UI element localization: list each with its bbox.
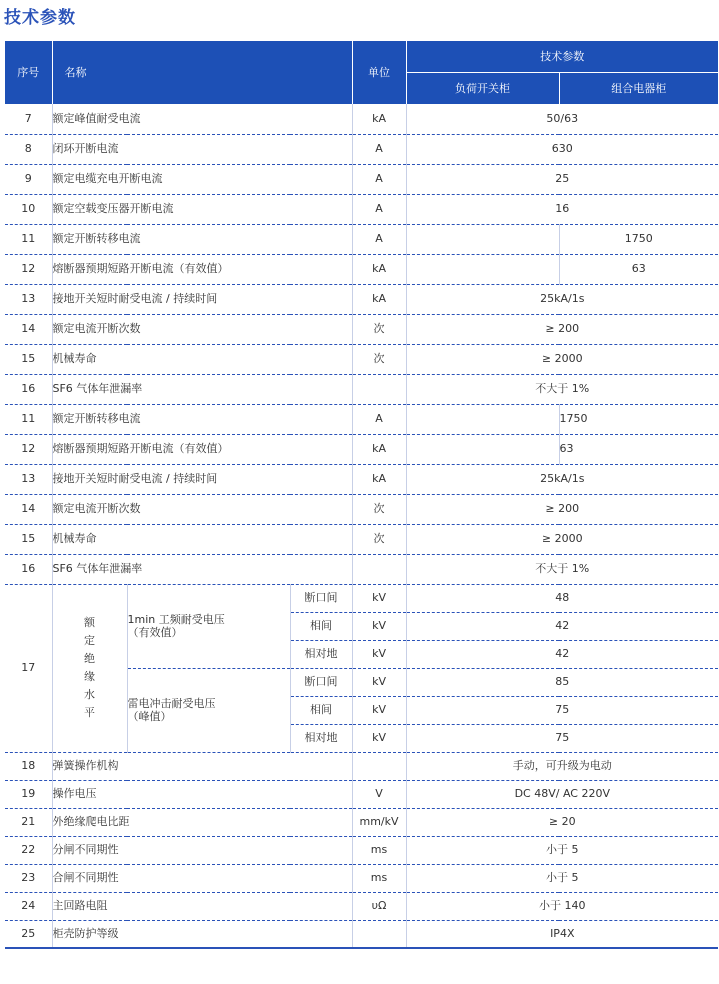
row-unit: kV — [352, 612, 406, 640]
row-name: 合闸不同期性 — [52, 864, 352, 892]
lightning-impulse-group — [127, 668, 290, 752]
insulation-char: 缘 — [84, 670, 95, 683]
row-value-b: 1750 — [559, 404, 718, 434]
row-seq: 22 — [5, 836, 52, 864]
table-row — [5, 344, 718, 374]
row-name: 主回路电阻 — [52, 892, 352, 920]
row-unit: ms — [352, 836, 406, 864]
row-value: 不大于 1% — [406, 554, 718, 584]
table-row — [5, 284, 718, 314]
row-value-a — [406, 254, 559, 284]
row-seq: 19 — [5, 780, 52, 808]
row-seq: 7 — [5, 104, 52, 134]
row-seq: 14 — [5, 494, 52, 524]
row-value: 630 — [406, 134, 718, 164]
table-row — [5, 864, 718, 892]
row-seq: 16 — [5, 554, 52, 584]
row-value: 25 — [406, 164, 718, 194]
sub-item: 相间 — [290, 696, 352, 724]
insulation-char: 平 — [84, 706, 95, 719]
row-name: 机械寿命 — [52, 344, 352, 374]
row-name: 接地开关短时耐受电流 / 持续时间 — [52, 284, 352, 314]
row-name: 分闸不同期性 — [52, 836, 352, 864]
row-name: 弹簧操作机构 — [52, 752, 352, 780]
row-value: 小于 5 — [406, 836, 718, 864]
row-value: 小于 5 — [406, 864, 718, 892]
insulation-seq: 17 — [5, 584, 52, 752]
table-row — [5, 314, 718, 344]
row-value: 50/63 — [406, 104, 718, 134]
header-params: 技术参数 — [406, 41, 718, 73]
row-name: 外绝缘爬电比距 — [52, 808, 352, 836]
row-seq: 9 — [5, 164, 52, 194]
sub-item: 相间 — [290, 612, 352, 640]
group-name-line2: （峰值） — [127, 710, 172, 723]
table-row — [5, 464, 718, 494]
row-seq: 15 — [5, 524, 52, 554]
row-unit: kV — [352, 584, 406, 612]
row-value-a — [406, 434, 559, 464]
row-seq: 15 — [5, 344, 52, 374]
row-value: 85 — [406, 668, 718, 696]
row-value: 42 — [406, 612, 718, 640]
sub-item: 断口间 — [290, 584, 352, 612]
row-unit: A — [352, 134, 406, 164]
header-seq: 序号 — [5, 41, 52, 104]
insulation-label — [52, 584, 127, 752]
row-unit: kV — [352, 696, 406, 724]
row-seq: 16 — [5, 374, 52, 404]
table-row — [5, 780, 718, 808]
row-unit: 次 — [352, 344, 406, 374]
insulation-char: 水 — [84, 688, 95, 701]
row-unit: kV — [352, 724, 406, 752]
row-name: SF6 气体年泄漏率 — [52, 374, 352, 404]
table-row — [5, 752, 718, 780]
header-col-b: 组合电器柜 — [559, 73, 718, 105]
row-seq: 12 — [5, 434, 52, 464]
row-value-a — [406, 404, 559, 434]
row-value: 不大于 1% — [406, 374, 718, 404]
row-unit: ms — [352, 864, 406, 892]
row-value: 25kA/1s — [406, 284, 718, 314]
row-unit: kA — [352, 254, 406, 284]
table-row — [5, 920, 718, 948]
row-value: 75 — [406, 696, 718, 724]
row-name: 柜壳防护等级 — [52, 920, 352, 948]
group-name-line1: 雷电冲击耐受电压 — [127, 696, 216, 710]
row-seq: 18 — [5, 752, 52, 780]
group-name-line1: 1min 工频耐受电压 — [127, 612, 225, 626]
row-unit: mm/kV — [352, 808, 406, 836]
row-seq: 11 — [5, 404, 52, 434]
insulation-char: 额 — [84, 616, 95, 629]
row-unit: kA — [352, 464, 406, 494]
row-seq: 14 — [5, 314, 52, 344]
row-unit: A — [352, 164, 406, 194]
table-row — [5, 434, 718, 464]
table-row — [5, 404, 718, 434]
row-name: 额定开断转移电流 — [52, 224, 352, 254]
row-value: 42 — [406, 640, 718, 668]
row-value-b: 63 — [559, 254, 718, 284]
table-row — [5, 164, 718, 194]
row-unit: 次 — [352, 524, 406, 554]
row-value-a — [406, 224, 559, 254]
row-seq: 8 — [5, 134, 52, 164]
row-value: 48 — [406, 584, 718, 612]
row-unit — [352, 920, 406, 948]
row-name: 熔断器预期短路开断电流（有效值） — [52, 254, 352, 284]
header-name: 名称 — [52, 41, 352, 104]
row-unit — [352, 374, 406, 404]
header-unit: 单位 — [352, 41, 406, 104]
row-unit: V — [352, 780, 406, 808]
table-row — [5, 134, 718, 164]
sub-item: 相对地 — [290, 724, 352, 752]
row-name: 额定电流开断次数 — [52, 314, 352, 344]
row-unit: 次 — [352, 314, 406, 344]
group-name-line2: （有效值） — [127, 626, 183, 639]
power-frequency-group — [127, 584, 290, 668]
row-value: DC 48V/ AC 220V — [406, 780, 718, 808]
sub-item: 断口间 — [290, 668, 352, 696]
row-value-b: 63 — [559, 434, 718, 464]
row-seq: 11 — [5, 224, 52, 254]
insulation-row — [5, 584, 718, 612]
row-value: IP4X — [406, 920, 718, 948]
row-unit: υΩ — [352, 892, 406, 920]
row-unit — [352, 554, 406, 584]
row-name: 额定开断转移电流 — [52, 404, 352, 434]
row-unit — [352, 752, 406, 780]
row-unit: kV — [352, 668, 406, 696]
header-col-a: 负荷开关柜 — [406, 73, 559, 105]
row-unit: A — [352, 194, 406, 224]
row-unit: kA — [352, 104, 406, 134]
row-value-b: 1750 — [559, 224, 718, 254]
row-name: 额定空载变压器开断电流 — [52, 194, 352, 224]
row-value: 16 — [406, 194, 718, 224]
row-seq: 13 — [5, 284, 52, 314]
row-name: 机械寿命 — [52, 524, 352, 554]
row-seq: 24 — [5, 892, 52, 920]
row-seq: 23 — [5, 864, 52, 892]
table-row — [5, 374, 718, 404]
table-row — [5, 524, 718, 554]
table-row — [5, 194, 718, 224]
page-title: 技术参数 — [4, 8, 76, 28]
row-value: 25kA/1s — [406, 464, 718, 494]
table-row — [5, 892, 718, 920]
row-value: 75 — [406, 724, 718, 752]
row-name: SF6 气体年泄漏率 — [52, 554, 352, 584]
row-value: ≥ 20 — [406, 808, 718, 836]
row-unit: A — [352, 224, 406, 254]
row-name: 额定电流开断次数 — [52, 494, 352, 524]
spec-table — [5, 41, 718, 949]
table-row — [5, 224, 718, 254]
row-unit: 次 — [352, 494, 406, 524]
table-body — [5, 104, 718, 948]
row-value: ≥ 2000 — [406, 344, 718, 374]
table-header — [5, 41, 718, 104]
row-value: ≥ 2000 — [406, 524, 718, 554]
row-name: 熔断器预期短路开断电流（有效值） — [52, 434, 352, 464]
row-unit: kA — [352, 434, 406, 464]
row-seq: 10 — [5, 194, 52, 224]
row-name: 额定峰值耐受电流 — [52, 104, 352, 134]
row-name: 闭环开断电流 — [52, 134, 352, 164]
row-name: 接地开关短时耐受电流 / 持续时间 — [52, 464, 352, 494]
row-unit: A — [352, 404, 406, 434]
table-row — [5, 836, 718, 864]
row-name: 操作电压 — [52, 780, 352, 808]
row-name: 额定电缆充电开断电流 — [52, 164, 352, 194]
table-row — [5, 808, 718, 836]
table-row — [5, 254, 718, 284]
row-seq: 21 — [5, 808, 52, 836]
insulation-char: 定 — [84, 634, 95, 647]
table-row — [5, 104, 718, 134]
row-seq: 13 — [5, 464, 52, 494]
row-value: ≥ 200 — [406, 314, 718, 344]
row-value: ≥ 200 — [406, 494, 718, 524]
row-value: 小于 140 — [406, 892, 718, 920]
insulation-char: 绝 — [84, 652, 95, 665]
row-seq: 25 — [5, 920, 52, 948]
row-value: 手动，可升级为电动 — [406, 752, 718, 780]
row-seq: 12 — [5, 254, 52, 284]
row-unit: kV — [352, 640, 406, 668]
table-row — [5, 494, 718, 524]
table-row — [5, 554, 718, 584]
sub-item: 相对地 — [290, 640, 352, 668]
row-unit: kA — [352, 284, 406, 314]
